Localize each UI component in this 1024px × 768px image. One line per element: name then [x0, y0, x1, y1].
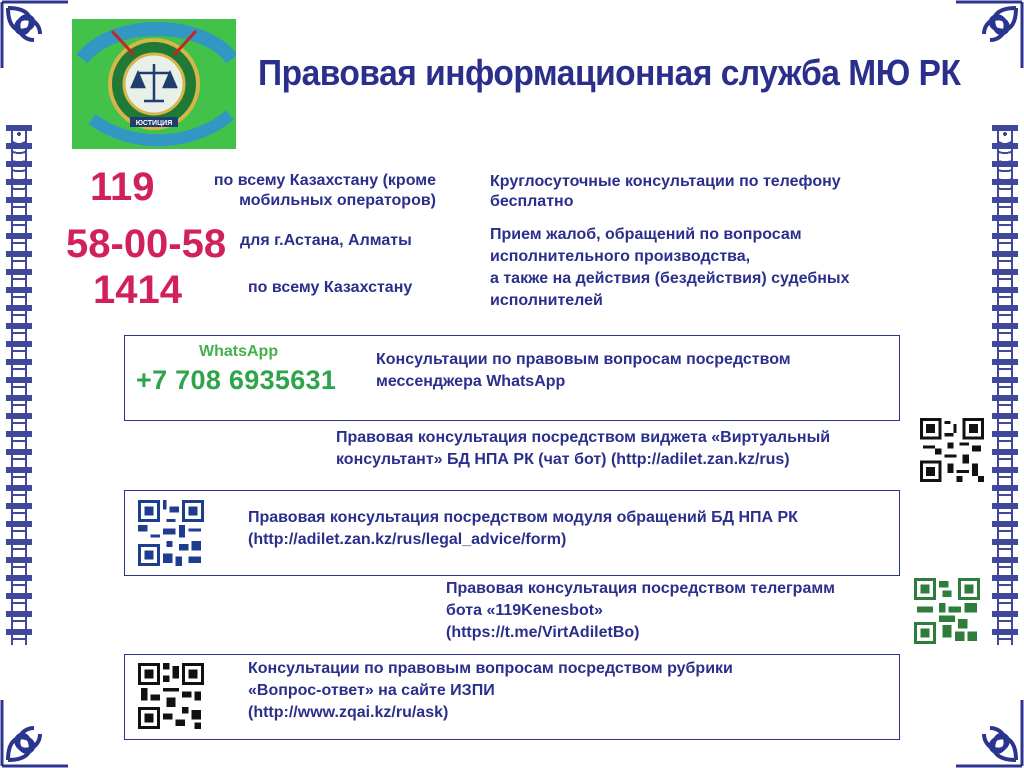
page-title: Правовая информационная служба МЮ РК [258, 52, 961, 93]
izpi-link[interactable]: (http://www.zqai.kz/ru/ask) [248, 704, 449, 721]
hotline-note-1414: по всему Казахстану [248, 279, 413, 296]
corner-ornament-bottom-right [954, 698, 1024, 768]
hotline-description-complaints-line1: Прием жалоб, обращений по вопросам исполнительного производства, [490, 226, 802, 265]
telegram-text-line1: Правовая консультация посредством телеграмм [446, 580, 836, 597]
qr-code-icon[interactable] [138, 500, 204, 566]
logo-text: ЮСТИЦИЯ [135, 120, 173, 127]
hotline-description-complaints-line2: а также на действия (бездействия) судебных исполнителей [490, 270, 850, 309]
border-ornament-right [992, 125, 1018, 645]
qr-code-icon[interactable] [138, 663, 204, 729]
corner-ornament-top-right [954, 0, 1024, 70]
hotline-number-1414: 1414 [93, 268, 182, 312]
whatsapp-description: Консультации по правовым вопросам посредством мессенджера WhatsApp [376, 351, 791, 390]
telegram-text-line2: бота «119Kenesbot» [446, 602, 603, 619]
virtual-consultant-text: Правовая консультация посредством виджета «Виртуальный консультант» БД НПА РК (чат бот) (http://adilet.zan.kz/rus) [336, 429, 831, 468]
npa-module-text: Правовая консультация посредством модуля обращений БД НПА РК [248, 509, 798, 526]
hotline-description-free: Круглосуточные консультации по телефону бесплатно [490, 173, 841, 210]
hotline-note-119: по всему Казахстану (кроме мобильных операторов) [213, 172, 436, 209]
hotline-description-complaints [490, 224, 920, 312]
qr-code-icon[interactable] [914, 578, 980, 644]
corner-ornament-bottom-left [0, 698, 70, 768]
corner-ornament-top-left [0, 0, 70, 70]
npa-module-link[interactable]: (http://adilet.zan.kz/rus/legal_advice/form) [248, 531, 567, 548]
whatsapp-label: WhatsApp [199, 343, 279, 360]
qr-code-icon[interactable] [920, 418, 984, 482]
izpi-text-line2: «Вопрос-ответ» на сайте ИЗПИ [248, 682, 495, 699]
hotline-note-580058: для г.Астана, Алматы [240, 232, 412, 249]
telegram-link[interactable]: (https://t.me/VirtAdiletBo) [446, 624, 640, 641]
hotline-number-580058: 58-00-58 [66, 222, 227, 266]
border-ornament-left [6, 125, 32, 645]
izpi-text-line1: Консультации по правовым вопросам посредством рубрики [248, 660, 733, 677]
whatsapp-phone[interactable]: +7 708 6935631 [136, 365, 337, 395]
ministry-logo [72, 19, 236, 149]
hotline-number-119: 119 [90, 165, 155, 209]
